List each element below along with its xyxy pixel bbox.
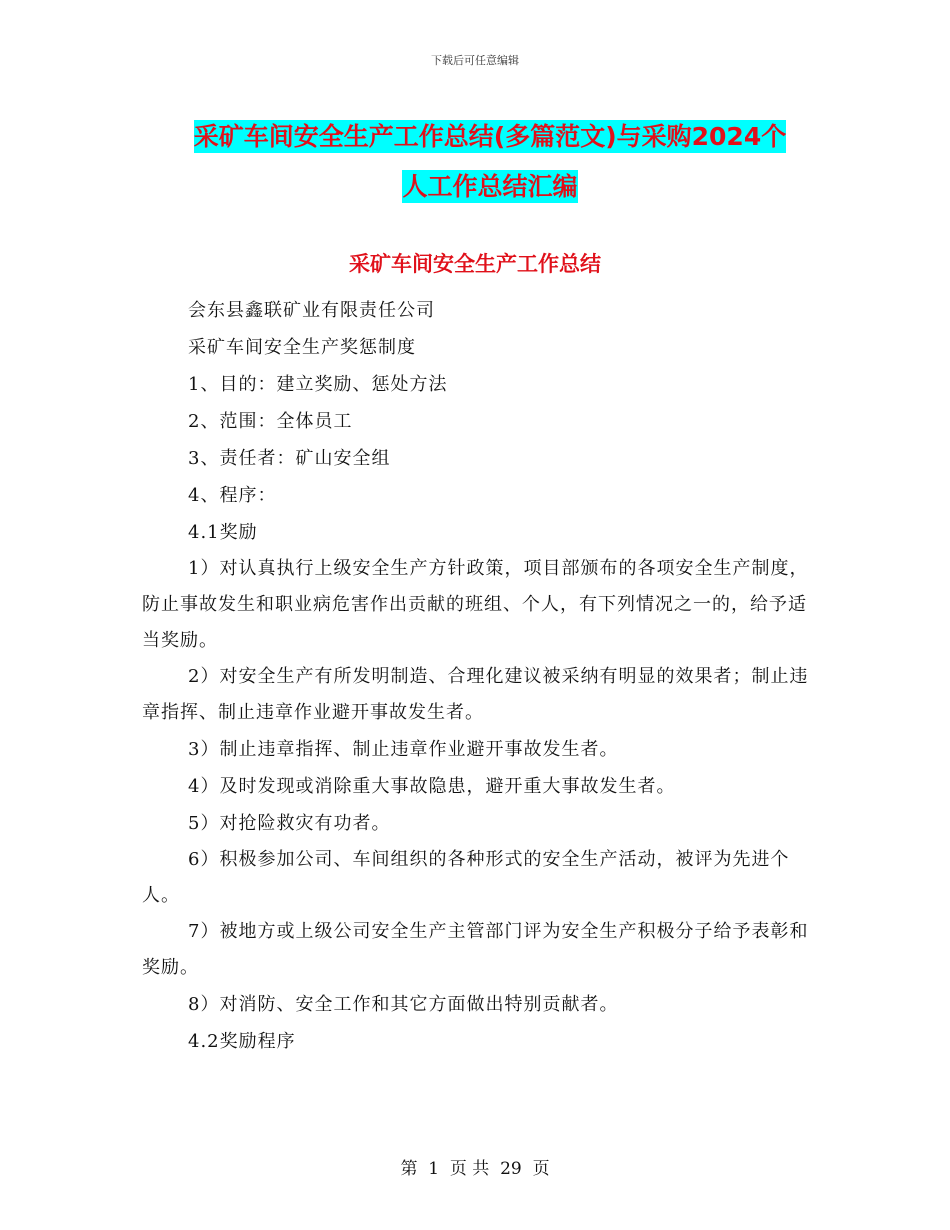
reward-item-6: 6）积极参加公司、车间组织的各种形式的安全生产活动，被评为先进个人。: [142, 849, 790, 906]
header-note: 下载后可任意编辑: [431, 54, 519, 67]
document-body: [142, 292, 812, 1060]
item-scope: 2、范围：全体员工: [188, 411, 353, 432]
reward-item-8: 8）对消防、安全工作和其它方面做出特别贡献者。: [188, 994, 619, 1015]
item-responsible: 3、责任者：矿山安全组: [188, 448, 391, 469]
reward-item-5: 5）对抢险救灾有功者。: [188, 813, 391, 834]
reward-item-7: 7）被地方或上级公司安全生产主管部门评为安全生产积极分子给予表彰和奖励。: [142, 921, 809, 978]
document-title: [140, 112, 840, 212]
section-title: 采矿车间安全生产工作总结: [349, 252, 601, 276]
footer-prefix: 第: [400, 1159, 418, 1179]
reward-item-1: 1）对认真执行上级安全生产方针政策，项目部颁布的各项安全生产制度，防止事故发生和职业病危害作出贡献的班组、个人，有下列情况之一的，给予适当奖励。: [142, 558, 809, 651]
title-line-2: 人工作总结汇编: [402, 172, 578, 201]
subheading-reward-procedure: 4.2奖励程序: [188, 1031, 296, 1052]
reward-item-3: 3）制止违章指挥、制止违章作业避开事故发生者。: [188, 739, 619, 760]
footer-suffix: 页: [532, 1159, 550, 1179]
subheading-reward: 4.1奖励: [188, 522, 258, 543]
footer-total-pages: 29: [500, 1159, 522, 1179]
footer-page-number: 1: [428, 1159, 440, 1179]
footer-middle: 页 共: [449, 1159, 490, 1179]
title-line-1: 采矿车间安全生产工作总结(多篇范文)与采购2024个: [193, 122, 787, 151]
reward-item-4: 4）及时发现或消除重大事故隐患，避开重大事故发生者。: [188, 776, 676, 797]
company-name: 会东县鑫联矿业有限责任公司: [188, 300, 435, 321]
page-footer: [0, 1154, 950, 1179]
reward-item-2: 2）对安全生产有所发明制造、合理化建议被采纳有明显的效果者；制止违章指挥、制止违章作业避开事故发生者。: [142, 666, 809, 723]
policy-name: 采矿车间安全生产奖惩制度: [188, 337, 416, 358]
item-purpose: 1、目的：建立奖励、惩处方法: [188, 374, 448, 395]
item-procedure: 4、程序：: [188, 485, 277, 506]
